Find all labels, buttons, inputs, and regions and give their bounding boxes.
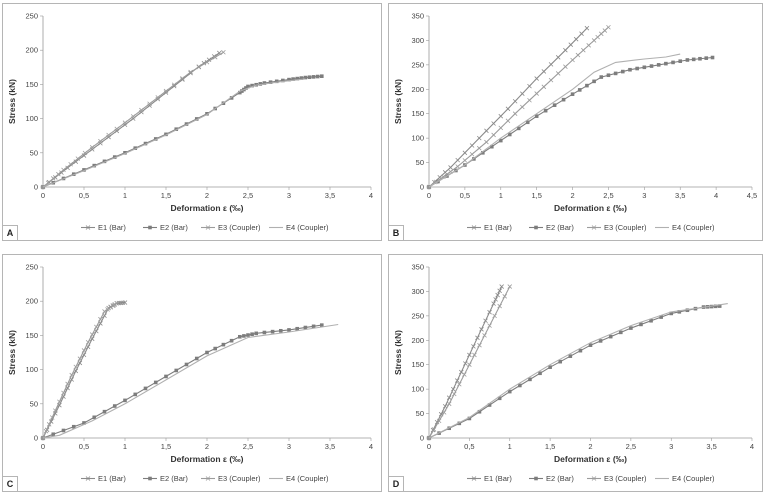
data-point	[463, 158, 467, 162]
chart-c-svg	[3, 255, 381, 491]
data-point	[271, 330, 275, 334]
panel-letter: B	[389, 225, 404, 240]
series-line	[43, 303, 117, 438]
legend-label: E3 (Coupler)	[604, 223, 647, 232]
chart-a-svg	[3, 4, 381, 240]
data-point	[144, 387, 148, 391]
data-point	[527, 84, 531, 88]
data-point	[580, 32, 584, 36]
legend-entry	[201, 223, 261, 232]
data-point	[447, 396, 451, 400]
series-line	[429, 54, 680, 187]
x-tick-label: 0	[426, 191, 432, 200]
data-point	[98, 317, 102, 321]
y-tick-label: 200	[25, 296, 38, 306]
data-point	[513, 99, 517, 103]
panel-letter: D	[389, 476, 404, 491]
data-point	[70, 373, 74, 377]
data-point	[562, 98, 566, 102]
y-axis-title: Stress (kN)	[7, 330, 17, 375]
legend-label: E3 (Coupler)	[218, 223, 261, 232]
x-tick-label: 2,5	[242, 191, 254, 200]
data-point	[621, 70, 625, 74]
data-point	[477, 146, 481, 150]
y-tick-label: 350	[411, 11, 424, 21]
data-point	[686, 58, 690, 62]
data-point	[246, 333, 250, 337]
chart-d-svg	[389, 255, 762, 491]
data-point	[496, 293, 500, 297]
data-point	[78, 357, 82, 361]
series-line	[43, 53, 219, 187]
y-tick-label: 150	[411, 360, 424, 370]
data-point	[587, 43, 591, 47]
data-point	[133, 393, 137, 397]
y-tick-label: 0	[419, 433, 424, 443]
data-point	[447, 402, 451, 406]
data-point	[592, 80, 596, 84]
y-tick-label: 100	[25, 114, 38, 124]
x-tick-label: 1	[122, 191, 128, 200]
y-tick-label: 200	[411, 335, 424, 345]
data-point	[619, 331, 623, 335]
x-tick-label: 0,5	[459, 191, 471, 200]
chart-b-svg	[389, 4, 762, 240]
series-line	[429, 306, 720, 438]
x-tick-label: 2,5	[625, 442, 637, 451]
series-4	[429, 304, 728, 438]
y-tick-label: 100	[25, 365, 38, 375]
data-point	[498, 289, 502, 293]
chart-panel-a	[2, 3, 382, 241]
data-point	[599, 339, 603, 343]
data-point	[581, 48, 585, 52]
data-point	[563, 65, 567, 69]
x-tick-label: 1	[507, 442, 512, 451]
x-tick-label: 1,5	[531, 191, 542, 200]
data-point	[74, 365, 78, 369]
data-point	[527, 98, 531, 102]
data-point	[477, 136, 481, 140]
series-line	[43, 303, 125, 438]
data-point	[492, 302, 496, 306]
legend-entry	[143, 474, 188, 483]
data-point	[585, 84, 589, 88]
data-point	[553, 103, 557, 107]
x-tick-label: 3	[642, 191, 647, 200]
y-tick-label: 250	[411, 311, 424, 321]
data-point	[484, 319, 488, 323]
data-point	[456, 158, 460, 162]
y-axis-title: Stress (kN)	[393, 330, 403, 375]
data-point	[62, 429, 66, 433]
legend-label: E1 (Bar)	[484, 474, 512, 483]
data-point	[549, 62, 553, 66]
legend-entry	[655, 223, 715, 232]
x-tick-label: 2	[588, 442, 593, 451]
x-tick-label: 0	[426, 442, 432, 451]
series-line	[429, 58, 713, 188]
y-tick-label: 100	[411, 133, 424, 143]
data-point	[493, 314, 497, 318]
data-point	[599, 75, 603, 79]
data-point	[513, 112, 517, 116]
x-tick-label: 3	[669, 442, 674, 451]
data-point	[635, 67, 639, 71]
legend-marker	[148, 226, 152, 230]
series-2	[427, 56, 714, 189]
x-tick-label: 1,5	[160, 191, 172, 200]
data-point	[657, 63, 661, 67]
data-point	[51, 432, 55, 436]
x-tick-label: 1	[122, 442, 128, 451]
data-point	[484, 129, 488, 133]
panel-letter: A	[3, 225, 18, 240]
data-point	[456, 164, 460, 168]
legend-label: E4 (Coupler)	[286, 474, 329, 483]
x-tick-label: 0,5	[78, 191, 90, 200]
x-tick-label: 2,5	[242, 442, 254, 451]
data-point	[556, 55, 560, 59]
y-tick-label: 200	[411, 84, 424, 94]
legend-entry	[467, 474, 512, 483]
data-point	[596, 35, 600, 39]
y-tick-label: 300	[411, 286, 424, 296]
series-line	[429, 27, 608, 187]
x-tick-label: 4	[368, 442, 374, 451]
data-point	[90, 333, 94, 337]
data-point	[82, 348, 86, 352]
data-point	[195, 357, 199, 361]
data-point	[484, 140, 488, 144]
data-point	[213, 347, 217, 351]
data-point	[238, 335, 242, 339]
data-point	[86, 340, 90, 344]
data-point	[483, 333, 487, 337]
data-point	[113, 404, 117, 408]
x-tick-label: 2	[204, 442, 210, 451]
data-point	[549, 78, 553, 82]
chart-panel-d	[388, 254, 763, 492]
data-point	[463, 361, 467, 365]
data-point	[569, 43, 573, 47]
data-point	[477, 343, 481, 347]
data-point	[452, 392, 456, 396]
data-point	[628, 68, 632, 72]
x-tick-label: 0	[40, 191, 46, 200]
data-point	[462, 372, 466, 376]
data-point	[607, 73, 611, 77]
series-line	[429, 304, 728, 438]
legend-entry	[81, 474, 126, 483]
legend-marker	[534, 226, 538, 230]
legend-marker	[148, 477, 152, 481]
legend-marker	[534, 477, 538, 481]
data-point	[470, 152, 474, 156]
data-point	[500, 285, 504, 289]
data-point	[542, 85, 546, 89]
series-3	[427, 25, 610, 189]
legend-label: E2 (Bar)	[160, 474, 188, 483]
data-point	[609, 335, 613, 339]
data-point	[494, 297, 498, 301]
legend-label: E2 (Bar)	[546, 223, 574, 232]
legend-label: E1 (Bar)	[98, 474, 126, 483]
x-tick-label: 1	[498, 191, 503, 200]
y-tick-label: 50	[29, 148, 38, 158]
y-tick-label: 300	[411, 35, 424, 45]
y-axis-title: Stress (kN)	[393, 79, 403, 124]
legend-entry	[143, 223, 188, 232]
x-tick-label: 1,5	[544, 442, 556, 451]
x-tick-label: 3,5	[675, 191, 686, 200]
data-point	[650, 64, 654, 68]
series-1	[427, 285, 504, 440]
x-tick-label: 4	[368, 191, 374, 200]
data-point	[520, 105, 524, 109]
x-tick-label: 0,5	[78, 442, 90, 451]
data-point	[498, 304, 502, 308]
data-point	[506, 107, 510, 111]
data-point	[576, 53, 580, 57]
series-4	[43, 79, 305, 187]
data-point	[123, 399, 127, 403]
legend-entry	[81, 223, 126, 232]
data-point	[459, 370, 463, 374]
y-tick-label: 350	[411, 262, 424, 272]
data-point	[542, 69, 546, 73]
data-point	[503, 294, 507, 298]
data-point	[574, 37, 578, 41]
data-point	[499, 114, 503, 118]
data-point	[295, 327, 299, 331]
data-point	[578, 88, 582, 92]
panel-letter: C	[3, 476, 18, 491]
data-point	[508, 285, 512, 289]
legend-entry	[655, 474, 715, 483]
x-axis-title: Deformation ε (‰)	[554, 203, 627, 213]
x-tick-label: 3,5	[324, 442, 336, 451]
x-tick-label: 3	[286, 191, 292, 200]
y-tick-label: 200	[25, 45, 38, 55]
data-point	[320, 74, 324, 78]
data-point	[308, 75, 312, 79]
data-point	[603, 29, 607, 33]
legend-label: E4 (Coupler)	[672, 474, 715, 483]
legend-label: E2 (Bar)	[160, 223, 188, 232]
data-point	[154, 381, 158, 385]
chart-panel-b	[388, 3, 763, 241]
x-tick-label: 0,5	[464, 442, 475, 451]
data-point	[499, 126, 503, 130]
data-point	[316, 75, 320, 79]
data-point	[472, 353, 476, 357]
data-point	[592, 38, 596, 42]
y-tick-label: 250	[25, 11, 38, 21]
y-tick-label: 0	[33, 433, 38, 443]
data-point	[254, 332, 258, 336]
data-point	[664, 62, 668, 66]
data-point	[221, 50, 225, 54]
legend-entry	[587, 223, 647, 232]
series-2	[41, 74, 323, 188]
legend-entry	[269, 223, 329, 232]
data-point	[520, 92, 524, 96]
legend-label: E1 (Bar)	[484, 223, 512, 232]
data-point	[585, 26, 589, 30]
y-axis-title: Stress (kN)	[7, 79, 17, 124]
data-point	[312, 75, 316, 79]
x-tick-label: 0	[40, 442, 46, 451]
x-tick-label: 4,5	[746, 191, 758, 200]
data-point	[606, 25, 610, 29]
data-point	[698, 57, 702, 61]
x-tick-label: 3	[286, 442, 292, 451]
data-point	[449, 165, 453, 169]
data-point	[614, 72, 618, 76]
legend-entry	[467, 223, 512, 232]
data-point	[279, 329, 283, 333]
data-point	[103, 410, 107, 414]
series-4	[429, 54, 680, 187]
data-point	[467, 363, 471, 367]
y-tick-label: 0	[33, 182, 38, 192]
x-tick-label: 3,5	[324, 191, 336, 200]
y-tick-label: 250	[411, 60, 424, 70]
series-2	[427, 304, 721, 440]
data-point	[692, 58, 696, 62]
x-tick-label: 4	[714, 191, 719, 200]
data-point	[451, 387, 455, 391]
data-point	[457, 382, 461, 386]
series-line	[43, 79, 305, 187]
data-point	[470, 143, 474, 147]
y-tick-label: 50	[415, 409, 424, 419]
y-tick-label: 0	[419, 182, 424, 192]
x-axis-title: Deformation ε (‰)	[554, 454, 627, 464]
data-point	[455, 379, 459, 383]
data-point	[563, 48, 567, 52]
data-point	[544, 109, 548, 113]
y-tick-label: 150	[411, 109, 424, 119]
y-tick-label: 100	[411, 384, 424, 394]
legend-label: E3 (Coupler)	[218, 474, 261, 483]
data-point	[174, 369, 178, 373]
series-1	[427, 26, 589, 189]
data-point	[535, 77, 539, 81]
data-point	[671, 61, 675, 65]
x-tick-label: 4	[749, 442, 755, 451]
data-point	[164, 375, 168, 379]
x-axis-title: Deformation ε (‰)	[170, 203, 244, 213]
x-tick-label: 1,5	[160, 442, 172, 451]
legend-entry	[529, 474, 574, 483]
data-point	[571, 58, 575, 62]
data-point	[571, 92, 575, 96]
data-point	[94, 325, 98, 329]
y-tick-label: 250	[25, 262, 38, 272]
x-tick-label: 2	[204, 191, 210, 200]
legend-label: E1 (Bar)	[98, 223, 126, 232]
data-point	[222, 343, 226, 347]
legend-entry	[201, 474, 261, 483]
y-tick-label: 150	[25, 330, 38, 340]
x-tick-label: 2	[570, 191, 575, 200]
data-point	[629, 326, 633, 330]
legend-label: E4 (Coupler)	[672, 223, 715, 232]
y-tick-label: 150	[25, 79, 38, 89]
data-point	[263, 331, 267, 335]
data-point	[467, 353, 471, 357]
data-point	[205, 351, 209, 355]
x-tick-label: 2,5	[603, 191, 614, 200]
data-point	[492, 133, 496, 137]
data-point	[704, 56, 708, 60]
data-point	[443, 170, 447, 174]
chart-panel-c	[2, 254, 382, 492]
data-point	[488, 310, 492, 314]
data-point	[711, 56, 715, 60]
data-point	[678, 59, 682, 63]
legend-entry	[587, 474, 647, 483]
legend-entry	[529, 223, 574, 232]
data-point	[599, 32, 603, 36]
data-point	[463, 151, 467, 155]
legend-label: E2 (Bar)	[546, 474, 574, 483]
data-point	[185, 363, 189, 367]
y-tick-label: 50	[415, 158, 424, 168]
data-point	[131, 114, 135, 118]
data-point	[488, 324, 492, 328]
data-point	[242, 334, 246, 338]
y-tick-label: 50	[29, 399, 38, 409]
series-line	[43, 325, 322, 438]
x-axis-title: Deformation ε (‰)	[170, 454, 244, 464]
data-point	[287, 328, 291, 332]
legend-label: E3 (Coupler)	[604, 474, 647, 483]
x-tick-label: 3,5	[706, 442, 717, 451]
data-point	[556, 71, 560, 75]
data-point	[250, 332, 254, 336]
data-point	[492, 121, 496, 125]
data-point	[535, 92, 539, 96]
data-point	[230, 339, 234, 343]
data-point	[506, 119, 510, 123]
series-2	[41, 323, 323, 439]
data-point	[643, 66, 647, 70]
legend-label: E4 (Coupler)	[286, 223, 329, 232]
legend-entry	[269, 474, 329, 483]
